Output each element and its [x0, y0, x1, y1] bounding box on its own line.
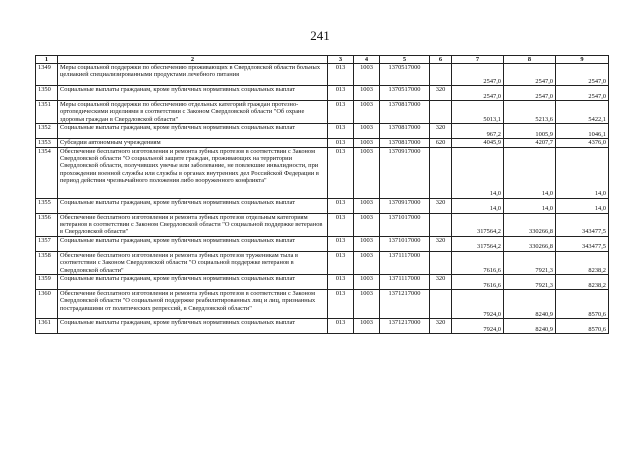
row-name: Социальные выплаты гражданам, кроме публичных нормативных социальных выплат — [58, 236, 328, 251]
value-year-1: 317564,2 — [452, 213, 504, 236]
code-admin: 013 — [328, 198, 354, 213]
budget-table — [35, 55, 609, 334]
code-expense-type — [430, 251, 452, 274]
code-expense-type — [430, 213, 452, 236]
code-expense-type: 620 — [430, 139, 452, 147]
column-header: 9 — [556, 56, 609, 64]
code-target: 1370517000 — [380, 86, 430, 101]
code-admin: 013 — [328, 86, 354, 101]
row-name: Обеспечение бесплатного изготовления и ремонта зубных протезов труженикам тыла в соответствии с Законом Свердловской области "О социальной поддержке ветеранов в Свердловской области" — [58, 251, 328, 274]
code-admin: 013 — [328, 319, 354, 334]
row-number: 1361 — [36, 319, 58, 334]
code-target: 1371017000 — [380, 236, 430, 251]
row-number: 1351 — [36, 101, 58, 124]
code-section: 1003 — [354, 198, 380, 213]
code-target: 1370817000 — [380, 101, 430, 124]
value-year-3: 2547,0 — [556, 64, 609, 86]
code-target: 1371017000 — [380, 213, 430, 236]
code-admin: 013 — [328, 251, 354, 274]
code-target: 1370817000 — [380, 139, 430, 147]
column-header: 7 — [452, 56, 504, 64]
row-number: 1356 — [36, 213, 58, 236]
value-year-2: 4207,7 — [504, 139, 556, 147]
row-name: Обеспечение бесплатного изготовления и ремонта зубных протезов в соответствии с Законом Свердловской области "О социальной защите граждан, проживающих на территории Свердловской области, получивших увечье или заболевание, не повлекшие инвалидности, при прохождении военной службы или службы в органах внутренних дел Российской Федерации в период действия чрезвычайного положения либо вооруженного конфликта" — [58, 147, 328, 198]
value-year-3: 343477,5 — [556, 213, 609, 236]
row-number: 1354 — [36, 147, 58, 198]
value-year-1: 317564,2 — [452, 236, 504, 251]
value-year-2: 330266,8 — [504, 213, 556, 236]
code-section: 1003 — [354, 139, 380, 147]
value-year-1: 7924,0 — [452, 290, 504, 319]
code-admin: 013 — [328, 124, 354, 139]
column-header: 4 — [354, 56, 380, 64]
value-year-3: 4376,0 — [556, 139, 609, 147]
column-header: 2 — [58, 56, 328, 64]
value-year-3: 5422,1 — [556, 101, 609, 124]
table-row — [36, 251, 609, 274]
code-admin: 013 — [328, 275, 354, 290]
column-header: 3 — [328, 56, 354, 64]
code-section: 1003 — [354, 251, 380, 274]
table-header-row — [36, 56, 609, 64]
value-year-2: 2547,0 — [504, 86, 556, 101]
table-row — [36, 290, 609, 319]
code-section: 1003 — [354, 86, 380, 101]
table-row — [36, 139, 609, 147]
row-number: 1353 — [36, 139, 58, 147]
table-row — [36, 124, 609, 139]
row-name: Социальные выплаты гражданам, кроме публичных нормативных социальных выплат — [58, 124, 328, 139]
code-expense-type: 320 — [430, 198, 452, 213]
code-expense-type — [430, 147, 452, 198]
code-target: 1371217000 — [380, 290, 430, 319]
code-admin: 013 — [328, 290, 354, 319]
column-header: 1 — [36, 56, 58, 64]
value-year-3: 14,0 — [556, 147, 609, 198]
table-row — [36, 64, 609, 86]
table-row — [36, 236, 609, 251]
value-year-3: 8570,6 — [556, 319, 609, 334]
code-admin: 013 — [328, 236, 354, 251]
table-row — [36, 198, 609, 213]
column-header: 5 — [380, 56, 430, 64]
code-section: 1003 — [354, 64, 380, 86]
value-year-2: 8240,9 — [504, 290, 556, 319]
row-name: Субсидии автономным учреждениям — [58, 139, 328, 147]
value-year-3: 2547,0 — [556, 86, 609, 101]
value-year-1: 7616,6 — [452, 251, 504, 274]
value-year-3: 8238,2 — [556, 275, 609, 290]
value-year-3: 14,0 — [556, 198, 609, 213]
code-section: 1003 — [354, 319, 380, 334]
value-year-3: 1046,1 — [556, 124, 609, 139]
row-name: Социальные выплаты гражданам, кроме публичных нормативных социальных выплат — [58, 86, 328, 101]
code-expense-type — [430, 290, 452, 319]
value-year-1: 5013,1 — [452, 101, 504, 124]
row-number: 1352 — [36, 124, 58, 139]
value-year-1: 2547,0 — [452, 64, 504, 86]
code-expense-type: 320 — [430, 86, 452, 101]
code-section: 1003 — [354, 101, 380, 124]
code-admin: 013 — [328, 64, 354, 86]
code-section: 1003 — [354, 124, 380, 139]
row-number: 1350 — [36, 86, 58, 101]
code-target: 1371217000 — [380, 319, 430, 334]
row-name: Социальные выплаты гражданам, кроме публичных нормативных социальных выплат — [58, 198, 328, 213]
table-row — [36, 213, 609, 236]
code-expense-type: 320 — [430, 236, 452, 251]
code-expense-type — [430, 64, 452, 86]
code-admin: 013 — [328, 101, 354, 124]
code-section: 1003 — [354, 275, 380, 290]
code-expense-type: 320 — [430, 275, 452, 290]
column-header: 6 — [430, 56, 452, 64]
code-target: 1370917000 — [380, 147, 430, 198]
column-header: 8 — [504, 56, 556, 64]
row-number: 1358 — [36, 251, 58, 274]
code-section: 1003 — [354, 213, 380, 236]
code-expense-type: 320 — [430, 124, 452, 139]
table-row — [36, 275, 609, 290]
table-body — [36, 64, 609, 334]
value-year-2: 8240,9 — [504, 319, 556, 334]
row-name: Меры социальной поддержки по обеспечению отдельных категорий граждан протезно-ортопедическими изделиями в соответствии с Законом Свердловской области "Об охране здоровья граждан в Свердловской области" — [58, 101, 328, 124]
code-target: 1371117000 — [380, 251, 430, 274]
value-year-2: 7921,3 — [504, 251, 556, 274]
row-number: 1357 — [36, 236, 58, 251]
value-year-1: 14,0 — [452, 198, 504, 213]
row-number: 1349 — [36, 64, 58, 86]
row-number: 1355 — [36, 198, 58, 213]
value-year-2: 2547,0 — [504, 64, 556, 86]
row-name: Обеспечение бесплатного изготовления и ремонта зубных протезов в соответствии с Законом Свердловской области "О социальной поддержке реабилитированных лиц и лиц, признанных пострадавшими от политических репрессий, в Свердловской области" — [58, 290, 328, 319]
code-target: 1370817000 — [380, 124, 430, 139]
code-section: 1003 — [354, 236, 380, 251]
row-name: Социальные выплаты гражданам, кроме публичных нормативных социальных выплат — [58, 319, 328, 334]
value-year-2: 14,0 — [504, 147, 556, 198]
value-year-1: 7924,0 — [452, 319, 504, 334]
code-target: 1370917000 — [380, 198, 430, 213]
row-number: 1360 — [36, 290, 58, 319]
value-year-3: 8238,2 — [556, 251, 609, 274]
table-row — [36, 86, 609, 101]
code-expense-type: 320 — [430, 319, 452, 334]
code-target: 1371117000 — [380, 275, 430, 290]
value-year-1: 7616,6 — [452, 275, 504, 290]
row-name: Меры социальной поддержки по обеспечению проживающих в Свердловской области больных целиакией специализированными продуктами лечебного питания — [58, 64, 328, 86]
value-year-1: 14,0 — [452, 147, 504, 198]
code-section: 1003 — [354, 290, 380, 319]
code-expense-type — [430, 101, 452, 124]
value-year-3: 343477,5 — [556, 236, 609, 251]
value-year-2: 330266,8 — [504, 236, 556, 251]
table-row — [36, 147, 609, 198]
value-year-1: 2547,0 — [452, 86, 504, 101]
code-admin: 013 — [328, 147, 354, 198]
row-name: Социальные выплаты гражданам, кроме публичных нормативных социальных выплат — [58, 275, 328, 290]
code-admin: 013 — [328, 139, 354, 147]
table-row — [36, 319, 609, 334]
value-year-3: 8570,6 — [556, 290, 609, 319]
row-number: 1359 — [36, 275, 58, 290]
page-number: 241 — [310, 28, 330, 43]
value-year-1: 967,2 — [452, 124, 504, 139]
value-year-2: 5213,6 — [504, 101, 556, 124]
value-year-2: 1005,9 — [504, 124, 556, 139]
value-year-1: 4045,9 — [452, 139, 504, 147]
row-name: Обеспечение бесплатного изготовления и ремонта зубных протезов отдельным категориям ветеранов в соответствии с Законом Свердловской области "О социальной поддержке ветеранов в Свердловской области" — [58, 213, 328, 236]
value-year-2: 7921,3 — [504, 275, 556, 290]
code-admin: 013 — [328, 213, 354, 236]
value-year-2: 14,0 — [504, 198, 556, 213]
code-section: 1003 — [354, 147, 380, 198]
table-row — [36, 101, 609, 124]
code-target: 1370517000 — [380, 64, 430, 86]
